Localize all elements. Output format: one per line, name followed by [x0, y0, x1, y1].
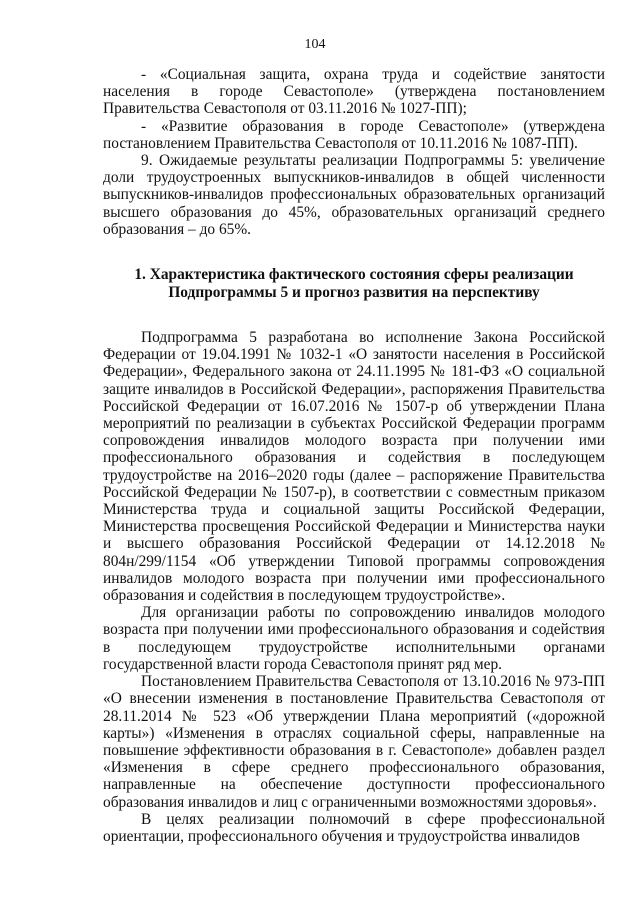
- page-number: 104: [304, 37, 326, 52]
- body-paragraph-2: Для организации работы по сопровождению инвалидов молодого возраста при получении ими профессионального образования и содействия в последующем трудоустройстве исполнительными органами государственной власти города Севастополя принят ряд мер.: [103, 604, 605, 673]
- body-paragraph-4: В целях реализации полномочий в сфере профессиональной ориентации, профессионального обучения и трудоустройства инвалидов: [103, 810, 605, 845]
- intro-paragraph-3: 9. Ожидаемые результаты реализации Подпрограммы 5: увеличение доли трудоустроенных выпускников-инвалидов в общей численности выпускников-инвалидов профессиональных образовательных организаций высшего образования до 45%, образовательных организаций среднего образования – до 65%.: [103, 152, 605, 238]
- intro-paragraph-2: - «Развитие образования в городе Севастополе» (утверждена постановлением Правительства Севастополя от 10.11.2016 № 1087-ПП).: [103, 117, 605, 152]
- section-title: [103, 266, 605, 301]
- page-content: [103, 66, 605, 845]
- section-title-line-2: Подпрограммы 5 и прогноз развития на перспективу: [168, 283, 540, 301]
- section-title-line-1: 1. Характеристика фактического состояния сферы реализации: [134, 266, 574, 284]
- body-paragraph-1: Подпрограмма 5 разработана во исполнение Закона Российской Федерации от 19.04.1991 № 1032-1 «О занятости населения в Российской Федерации», Федерального закона от 24.11.1995 № 181-ФЗ «О социальной защите инвалидов в Российской Федерации», распоряжения Правительства Российской Федерации от 16.07.2016 № 1507-р об утверждении Плана мероприятий по реализации в субъектах Российской Федерации программ сопровождения инвалидов молодого возраста при получении ими профессионального образования и содействия в последующем трудоустройстве на 2016–2020 годы (далее – распоряжение Правительства Российской Федерации № 1507-р), в соответствии с совместным приказом Министерства труда и социальной защиты Российской Федерации, Министерства просвещения Российской Федерации и Министерства науки и высшего образования Российской Федерации от 14.12.2018 № 804н/299/1154 «Об утверждении Типовой программы сопровождения инвалидов молодого возраста при получении ими профессионального образования и содействия в последующем трудоустройстве».: [103, 329, 605, 605]
- intro-paragraph-1: - «Социальная защита, охрана труда и содействие занятости населения в городе Севастополе» (утверждена постановлением Правительства Севастополя от 03.11.2016 № 1027-ПП);: [103, 66, 605, 118]
- body-paragraph-3: Постановлением Правительства Севастополя от 13.10.2016 № 973-ПП «О внесении изменения в постановление Правительства Севастополя от 28.11.2014 № 523 «Об утверждении Плана мероприятий («дорожной карты») «Изменения в отраслях социальной сферы, направленные на повышение эффективности образования в г. Севастополе» добавлен раздел «Изменения в сфере среднего профессионального образования, направленные на обеспечение доступности профессионального образования инвалидов и лиц с ограниченными возможностями здоровья».: [103, 673, 605, 811]
